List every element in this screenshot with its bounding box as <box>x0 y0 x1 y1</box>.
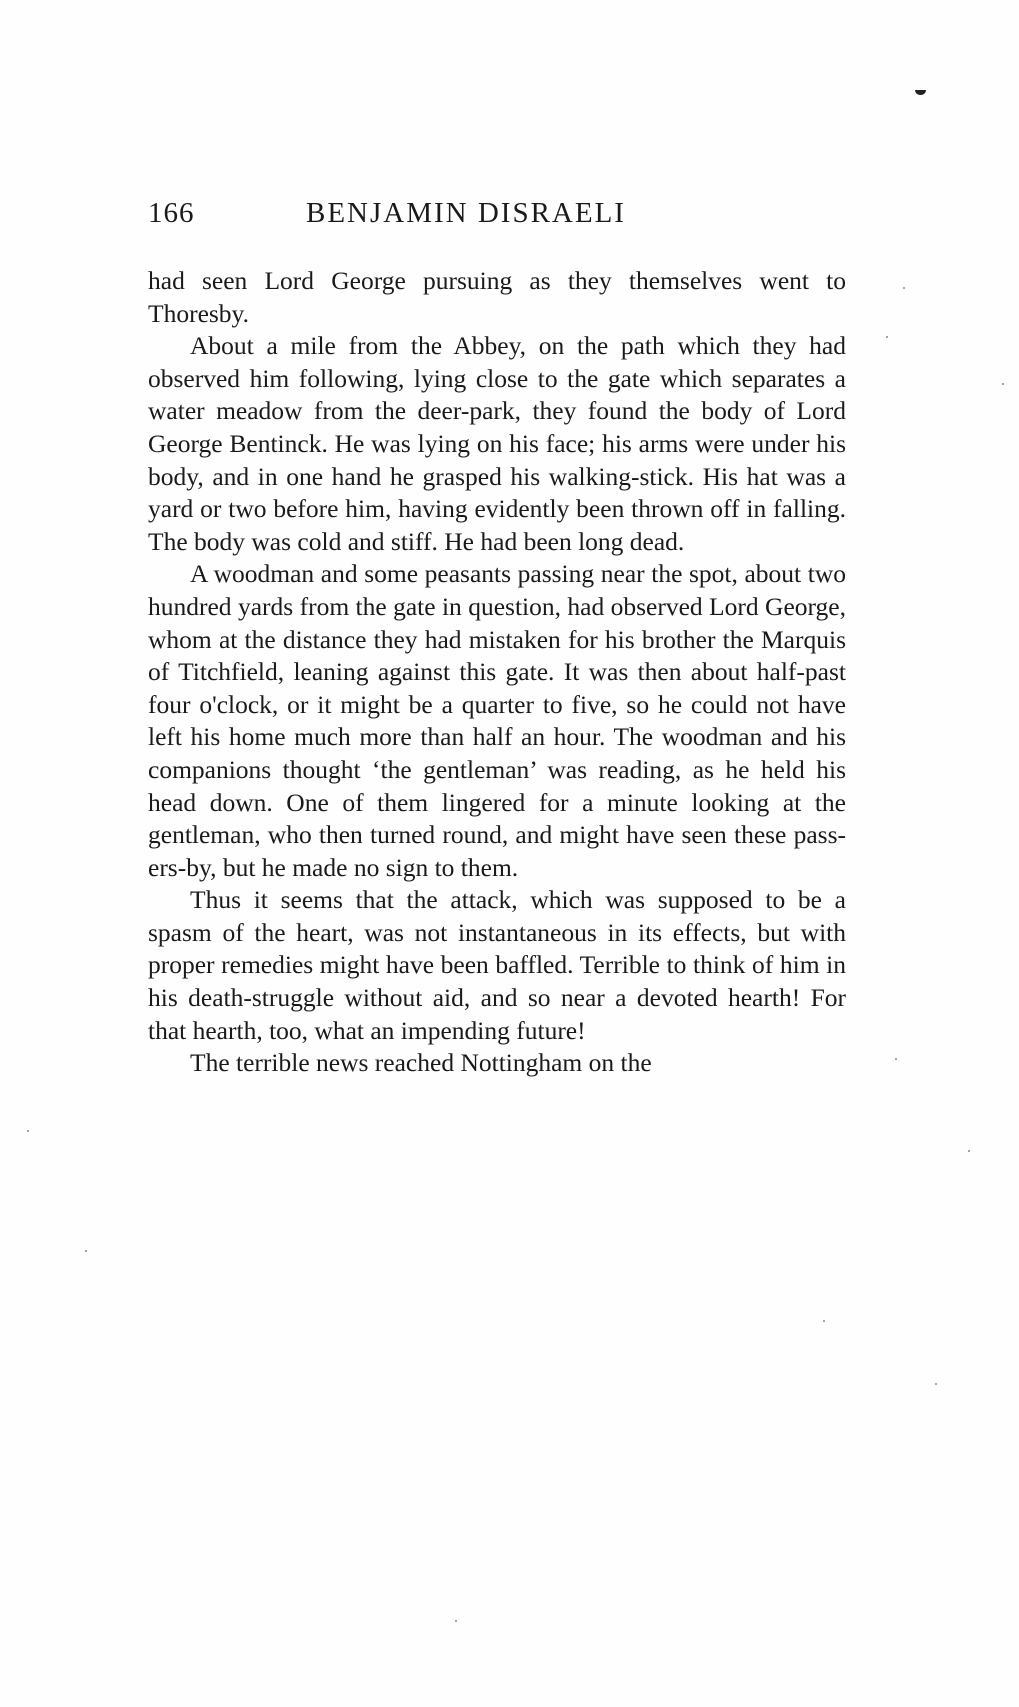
dust-speck <box>895 1058 897 1060</box>
dust-speck <box>903 287 905 289</box>
dust-speck <box>85 1250 87 1252</box>
dust-speck <box>968 1150 970 1152</box>
body-text <box>148 265 846 1080</box>
dust-speck <box>823 1320 825 1322</box>
paragraph: The terrible news reached Nottingham on the <box>190 1048 652 1078</box>
ink-mark <box>915 90 926 95</box>
paragraph: had seen Lord George pursuing as they themselves went to Thoresby. <box>148 266 846 328</box>
dust-speck <box>886 336 888 338</box>
paragraph: A woodman and some peasants passing near the spot, about two hundred yards from the gate in question, had observed Lord George, whom at the distance they had mistaken for his brother the Marquis of Titchfield, leaning against this gate. It was then about half-past four o'clock, or it might be a quarter to five, so he could not have left his home much more than half an hour. The woodman and his companions thought ‘the gentleman’ was reading, as he held his head down. One of them lingered for a minute looking at the gentleman, who then turned round, and might have seen these passers-by, but he made no sign to them. <box>148 559 846 882</box>
paragraph: About a mile from the Abbey, on the path which they had observed him following, lying close to the gate which separates a water meadow from the deer-park, they found the body of Lord George Bentinck. He was lying on his face; his arms were under his body, and in one hand he grasped his walking-stick. His hat was a yard or two before him, having evidently been thrown off in falling. The body was cold and stiff. He had been long dead. <box>148 331 846 556</box>
dust-speck <box>935 1383 937 1385</box>
dust-speck <box>1002 383 1004 385</box>
paragraph: Thus it seems that the attack, which was supposed to be a spasm of the heart, was not instantaneous in its effects, but with proper remedies might have been baffled. Terrible to think of him in his death-struggle without aid, and so near a devoted hearth! For that hearth, too, what an impending future! <box>148 885 846 1045</box>
page-number: 166 <box>148 197 195 229</box>
dust-speck <box>27 1130 29 1132</box>
running-head: BENJAMIN DISRAELI <box>306 197 626 229</box>
page-header <box>148 197 848 237</box>
dust-speck <box>455 1620 457 1622</box>
